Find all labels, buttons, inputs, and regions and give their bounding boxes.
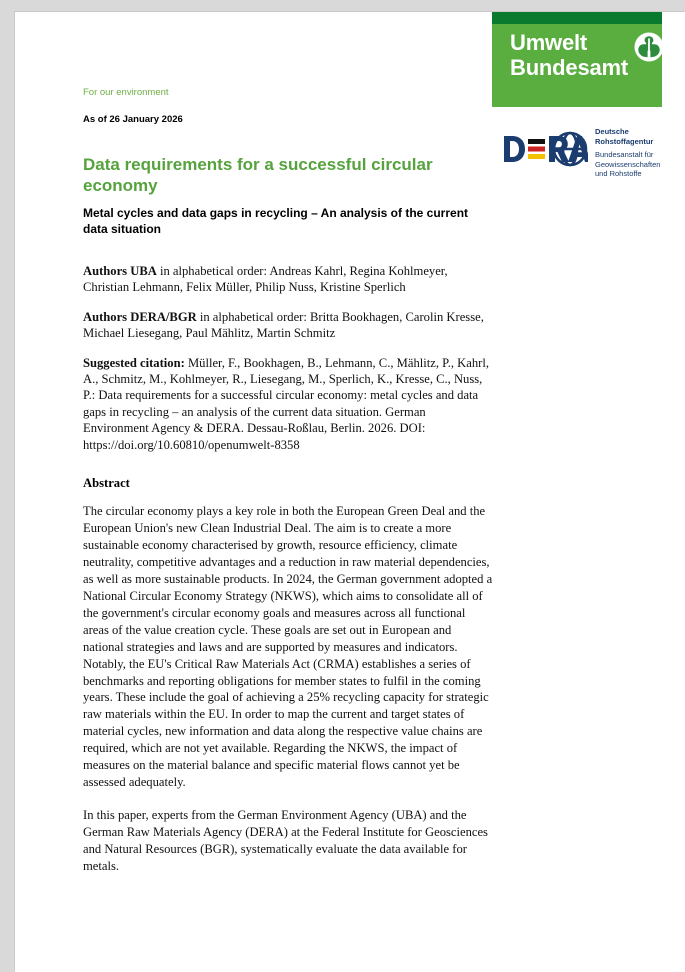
document-content: [83, 86, 493, 891]
page-subtitle: Metal cycles and data gaps in recycling – An analysis of the current data situation: [83, 206, 469, 236]
authors-uba: [83, 263, 493, 296]
citation-text: Müller, F., Bookhagen, B., Lehmann, C., Mählitz, P., Kahrl, A., Schmitz, M., Kohlmeyer, R., Liesegang, M., Sperlich, K., Kresse, C., Nuss, P.: Data requirements for a successful circular economy: metal cycles and data gaps in recycling – an analysis of the current data situation. German Environment Agency & DERA. Dessau-Roßlau, Berlin. 2026. DOI: https://doi.org/10.60810/openumwelt-8358: [83, 355, 490, 452]
dera-agency-name: Deutsche Rohstoffagentur: [595, 127, 654, 146]
dera-institute-name: Bundesanstalt für Geowissenschaften und Rohstoffe: [595, 150, 661, 178]
uba-logo-top-bar: [492, 12, 662, 24]
abstract-heading: Abstract: [83, 476, 130, 491]
document-page: [15, 12, 685, 972]
eyebrow-tagline: For our environment: [83, 87, 169, 98]
suggested-citation: [83, 355, 493, 453]
dera-logo-text: [595, 124, 675, 179]
uba-wordmark-line2: Bundesamt: [510, 55, 628, 80]
as-of-date: As of 26 January 2026: [83, 114, 183, 125]
abstract-paragraph-2: In this paper, experts from the German Environment Agency (UBA) and the German Raw Materials Agency (DERA) at the Federal Institute for Geosciences and Natural Resources (BGR), systematically evaluate the data available for metals.: [83, 807, 488, 873]
uba-logo-content: [510, 30, 652, 80]
page-title: Data requirements for a successful circular economy: [83, 155, 433, 195]
authors-uba-label: Authors UBA: [83, 264, 157, 278]
authors-uba-names: in alphabetical order: Andreas Kahrl, Regina Kohlmeyer, Christian Lehmann, Felix Müller, Philip Nuss, Kristine Sperlich: [83, 264, 448, 295]
uba-wordmark: [510, 30, 628, 80]
authors-dera: [83, 309, 493, 342]
uba-wordmark-line1: Umwelt: [510, 30, 588, 55]
authors-dera-label: Authors DERA/BGR: [83, 309, 197, 324]
dera-logo-block: [500, 124, 675, 186]
authors-dera-names: in alphabetical order: Britta Bookhagen, Carolin Kresse, Michael Liesegang, Paul Mählitz, Martin Schmitz: [83, 309, 484, 341]
abstract-paragraph-1: The circular economy plays a key role in both the European Green Deal and the European Union's new Clean Industrial Deal. The aim is to create a more sustainable economy characterised by growth, resource efficiency, climate neutrality, competitive advantages and a reduction in raw material dependencies, as well as more sustainable products. In 2024, the German government adopted a National Circular Economy Strategy (NKWS), which aims to consolidate all of the government's circular economy goals and measures across all functional areas of the value creation cycle. These goals are set out in European and national strategies and laws and are supported by measures and indicators. Notably, the EU's Critical Raw Materials Act (CRMA) establishes a series of benchmarks and reporting obligations for member states to fulfil in the coming years. These include the goal of achieving a 25% recycling capacity for strategic raw materials within the EU. In order to map the current and target states of material cycles, new information and data along the respective value chains are required, which are not yet available. Regarding the NKWS, the impact of measures on the material balance and specific material flows cannot yet be assessed adequately.: [83, 504, 493, 789]
uba-tree-mark-icon: [634, 32, 664, 67]
dera-globe-mark-icon: [500, 128, 588, 175]
uba-logo-block: [492, 12, 662, 107]
citation-label: Suggested citation:: [83, 355, 185, 370]
